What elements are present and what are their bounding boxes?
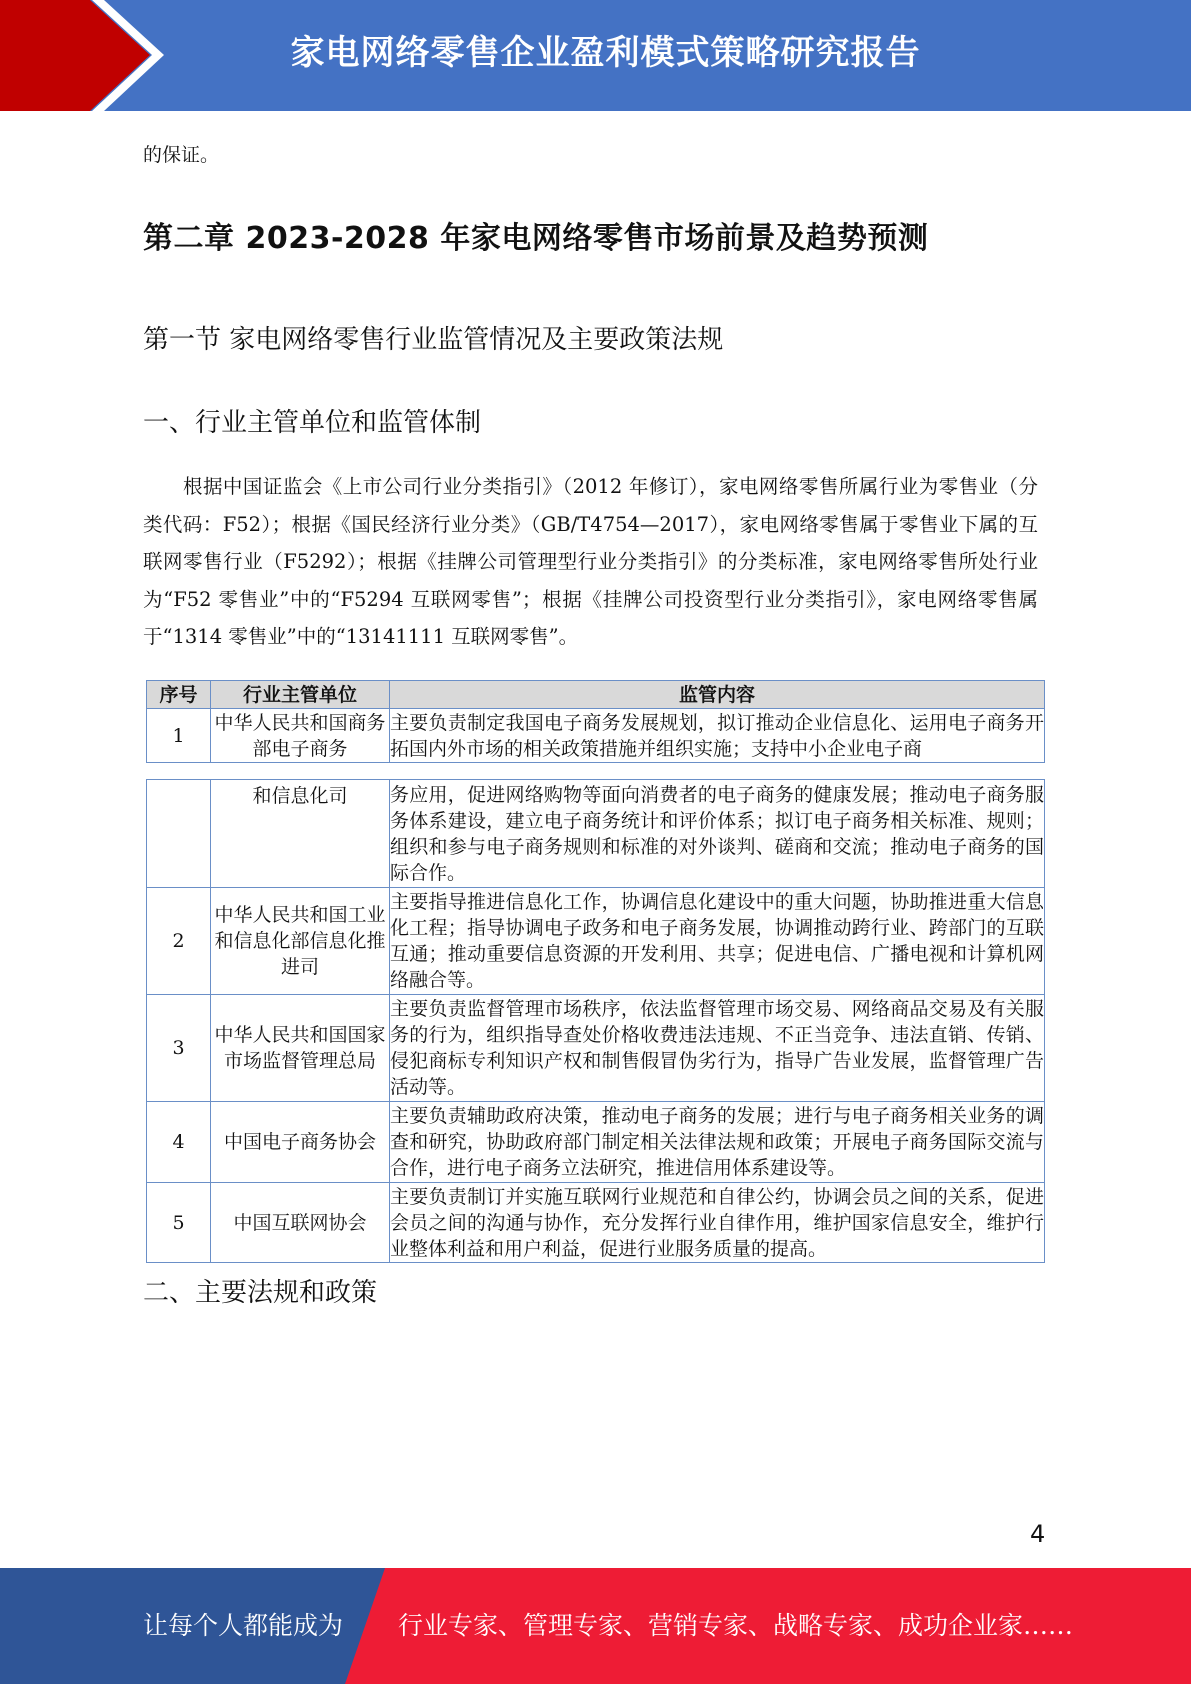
header-cell-unit: 行业主管单位 <box>211 681 390 709</box>
regulator-table-part-1 <box>146 680 1045 763</box>
row-number: 5 <box>147 1183 211 1263</box>
row-number: 4 <box>147 1102 211 1183</box>
header-cell-content: 监管内容 <box>390 681 1045 709</box>
table-row <box>147 1102 1045 1183</box>
row-content: 主要负责制订并实施互联网行业规范和自律公约，协调会员之间的关系，促进会员之间的沟通与协作，充分发挥行业自律作用，维护国家信息安全，维护行业整体利益和用户利益，促进行业服务质量的提高。 <box>390 1183 1045 1263</box>
sub-heading-regulators: 一、行业主管单位和监管体制 <box>143 408 482 438</box>
body-paragraph: 根据中国证监会《上市公司行业分类指引》（2012 年修订），家电网络零售所属行业为零售业（分类代码：F52）；根据《国民经济行业分类》（GB/T4754—2017），家电网络零售属于零售业下属的互联网零售行业（F5292）；根据《挂牌公司管理型行业分类指引》的分类标准，家电网络零售所处行业为“F52 零售业”中的“F5294 互联网零售”；根据《挂牌公司投资型行业分类指引》，家电网络零售属于“1314 零售业”中的“13141111 互联网零售”。 <box>143 475 1038 648</box>
header-banner <box>0 0 1191 111</box>
regulator-table-part-2 <box>146 779 1045 1263</box>
page-number: 4 <box>1030 1520 1046 1548</box>
row-number: 1 <box>147 709 211 763</box>
table-header-row <box>147 681 1045 709</box>
footer-slogan-right: 行业专家、管理专家、营销专家、战略专家、成功企业家…… <box>398 1611 1074 1640</box>
row-content: 主要负责辅助政府决策，推动电子商务的发展；进行与电子商务相关业务的调查和研究，协助政府部门制定相关法律法规和政策；开展电子商务国际交流与合作，进行电子商务立法研究，推进信用体系建设等。 <box>390 1102 1045 1183</box>
sub-heading-regulations: 二、主要法规和政策 <box>143 1278 378 1308</box>
row-unit: 和信息化司 <box>211 780 390 888</box>
report-title: 家电网络零售企业盈利模式策略研究报告 <box>290 33 921 73</box>
footer-banner <box>0 1568 1191 1684</box>
footer-slogan-left: 让每个人都能成为 <box>143 1611 344 1640</box>
row-unit: 中国互联网协会 <box>211 1183 390 1263</box>
row-unit: 中华人民共和国工业和信息化部信息化推进司 <box>211 888 390 995</box>
table-row <box>147 1183 1045 1263</box>
table-row <box>147 888 1045 995</box>
row-unit: 中国电子商务协会 <box>211 1102 390 1183</box>
section-title: 第一节 家电网络零售行业监管情况及主要政策法规 <box>143 325 724 355</box>
lead-text: 的保证。 <box>143 144 220 166</box>
table-row <box>147 995 1045 1102</box>
row-content: 主要负责制定我国电子商务发展规划，拟订推动企业信息化、运用电子商务开拓国内外市场的相关政策措施并组织实施；支持中小企业电子商 <box>390 709 1045 763</box>
row-number: 2 <box>147 888 211 995</box>
row-unit: 中华人民共和国国家市场监督管理总局 <box>211 995 390 1102</box>
row-content: 务应用，促进网络购物等面向消费者的电子商务的健康发展；推动电子商务服务体系建设，建立电子商务统计和评价体系；拟订电子商务相关标准、规则；组织和参与电子商务规则和标准的对外谈判、磋商和交流；推动电子商务的国际合作。 <box>390 780 1045 888</box>
table-row <box>147 709 1045 763</box>
chapter-title: 第二章 2023-2028 年家电网络零售市场前景及趋势预测 <box>143 221 929 256</box>
header-cell-number: 序号 <box>147 681 211 709</box>
row-unit: 中华人民共和国商务部电子商务 <box>211 709 390 763</box>
table-row <box>147 780 1045 888</box>
row-number: 3 <box>147 995 211 1102</box>
row-content: 主要负责监督管理市场秩序，依法监督管理市场交易、网络商品交易及有关服务的行为，组织指导查处价格收费违法违规、不正当竞争、违法直销、传销、侵犯商标专利知识产权和制售假冒伪劣行为，指导广告业发展，监督管理广告活动等。 <box>390 995 1045 1102</box>
row-content: 主要指导推进信息化工作，协调信息化建设中的重大问题，协助推进重大信息化工程；指导协调电子政务和电子商务发展，协调推动跨行业、跨部门的互联互通；推动重要信息资源的开发利用、共享；促进电信、广播电视和计算机网络融合等。 <box>390 888 1045 995</box>
